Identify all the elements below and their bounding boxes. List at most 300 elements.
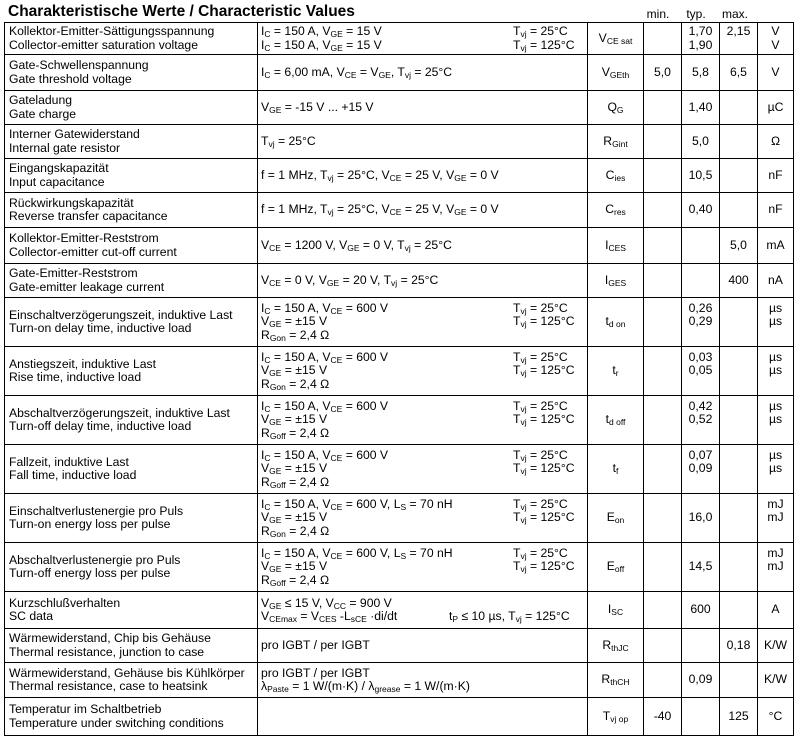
min-value-cell [644,91,682,125]
cond-text: I [261,37,265,52]
cond-subscript: CES [319,614,337,624]
parameter-name-de: Gate-Emitter-Reststrom [9,266,138,280]
symbol [588,629,644,663]
cond-text: T [513,300,521,315]
typ-stack [682,400,719,441]
unit-value: V [771,37,780,52]
symbol-subscript: f [616,466,619,477]
unit-value: °C [768,708,783,723]
parameter-name-en: Turn-on delay time, inductive load [9,321,192,335]
parameter-name-en: Temperature under switching conditions [9,715,224,730]
cond-subscript: GE [269,417,282,428]
condition-line [261,274,587,288]
parameter-description [5,193,258,228]
unit-value: mJ [767,559,784,574]
table-row [5,228,794,264]
cond-subscript: C [264,501,271,512]
max-stack [720,239,757,253]
cond-text: = 25°C [274,133,316,148]
max-value-cell [720,193,758,228]
cond-subscript: vj [327,207,334,218]
col-header-max: max. [721,7,748,21]
cond-subscript: S [400,550,407,561]
unit-value: µs [768,398,783,413]
cond-subscript: vj [520,501,527,512]
conditions-block [258,202,587,218]
max-value-cell [720,629,758,663]
min-value-cell [644,629,682,663]
max-value-cell [720,445,758,494]
conditions-block [258,638,587,654]
unit-cell [758,125,794,159]
cond-subscript: Goff [269,577,286,588]
cond-text: = 600 V, L [342,496,401,511]
min-value: 5,0 [654,64,671,79]
typ-stack [682,511,719,525]
typ-value [682,476,719,490]
cond-subscript: vj [520,515,527,526]
typ-value: 1,90 [688,37,713,52]
parameter-description [5,494,258,543]
test-conditions [258,159,588,193]
symbol-base: R [602,637,612,652]
cond-text: = 0 V [466,167,499,182]
cond-text: = ±15 V [281,559,328,574]
unit-stack [758,203,793,217]
cond-subscript: GE [347,242,360,253]
test-conditions [258,228,588,264]
condition-left [261,524,329,538]
test-conditions [258,543,588,592]
cond-text: = 2,4 Ω [285,376,330,391]
condition-left [261,596,392,610]
max-value: 5,0 [730,237,747,252]
symbol-base: E [606,559,615,574]
cond-text: = ±15 V [281,461,328,476]
parameter-name-de: Temperatur im Schaltbetrieb [9,702,162,716]
cond-text: = 70 nH [406,496,453,511]
cond-text: T [513,559,521,574]
symbol [588,264,644,298]
unit-cell [758,445,794,494]
max-value: 2,15 [726,24,751,38]
cond-text: V [261,363,270,378]
typ-stack [682,25,719,52]
test-conditions [258,698,588,736]
symbol-base: t [605,412,609,427]
cond-text: V [261,559,270,574]
parameter-name-de: Gateladung [9,93,73,107]
max-value-cell [720,698,758,736]
condition-line [261,351,587,365]
cond-text: = 125°C [526,412,575,427]
max-value: 125 [728,708,749,723]
parameter-name-de: Gate-Schwellenspannung [9,58,149,72]
cond-text: = 150 A, V [270,545,331,560]
cond-subscript: CEmax [269,614,298,624]
typ-stack [682,673,719,687]
cond-subscript: vj [520,452,527,463]
cond-text: = 1 W/(m·K) / λ [288,679,375,693]
symbol-subscript: GES [608,277,627,288]
symbol [588,159,644,193]
parameter-name-en: Gate threshold voltage [9,71,132,86]
unit-value: K/W [763,672,788,687]
symbol-subscript: thCH [610,677,630,688]
cond-text: T [513,37,521,52]
cond-subscript: C [264,354,271,365]
symbol-base: C [605,167,615,182]
typ-value-cell [682,228,720,264]
cond-text: , T [390,64,405,79]
cond-text: = 125°C [526,314,575,329]
typ-value [682,378,719,392]
conditions-block [258,100,587,116]
cond-text: = 150 A, V [270,447,331,462]
cond-subscript: vj [520,550,527,561]
cond-text: = V [356,64,379,79]
typ-stack [682,203,719,217]
parameter-name-de: Kurzschlußverhalten [9,595,121,610]
parameter-name-de: Wärmewiderstand, Gehäuse bis Kühlkörper [9,665,245,680]
max-value-cell [720,543,758,592]
condition-line [261,476,587,490]
typ-value-cell [682,347,720,396]
unit-value [758,476,793,490]
symbol-base: I [604,272,609,287]
condition-left [261,134,316,148]
symbol-subscript: ies [614,172,626,183]
condition-left [261,363,327,377]
typ-stack [682,302,719,343]
cond-subscript: GE [330,42,343,53]
typ-value: 16,0 [688,510,713,525]
symbol-subscript: CE sat [606,35,633,46]
condition-left [261,301,388,315]
col-header-typ: typ. [686,7,706,21]
cond-text: T [513,545,521,560]
cond-text: pro IGBT / per IGBT [261,637,370,652]
unit-stack [758,66,793,80]
cond-text: = 25°C [526,24,568,38]
cond-subscript: GE [269,368,282,379]
condition-line [261,315,587,329]
typ-stack [682,603,719,617]
cond-text: = V [297,609,320,623]
cond-text: = 150 A, V [270,496,331,511]
conditions-block [258,134,587,150]
typ-value: 0,09 [688,461,713,476]
cond-text: = -15 V ... +15 V [281,99,374,114]
cond-text: T [513,398,521,413]
parameter-name-en: Reverse transfer capacitance [9,209,168,223]
conditions-block [258,65,587,81]
typ-value: 10,5 [688,167,713,182]
cond-text: = 25°C [526,496,568,511]
max-value-cell [720,228,758,264]
cond-subscript: GE [326,277,340,288]
cond-text: = 15 V [342,37,382,52]
cond-subscript: Goff [269,430,286,441]
cond-subscript: vj [520,305,527,316]
cond-subscript: CE [330,452,343,463]
unit-value: µC [767,99,784,114]
typ-stack [682,135,719,149]
cond-text: = 600 V, L [342,545,401,560]
condition-left [261,377,329,391]
parameter-description [5,543,258,592]
cond-subscript: Gon [269,332,286,343]
parameter-name-de: Abschaltverlustenergie pro Puls [9,552,181,567]
min-value-cell [644,264,682,298]
unit-value: mJ [767,510,784,525]
conditions-block [258,301,587,344]
table-row [5,445,794,494]
cond-subscript: vj [520,403,527,414]
condition-left [261,546,453,560]
cond-text: = 150 A, V [270,398,331,413]
cond-text: = 25°C [526,545,568,560]
cond-subscript: C [264,550,271,561]
symbol-base: t [612,461,616,476]
cond-text: R [261,376,270,391]
table-row [5,264,794,298]
symbol [588,55,644,91]
min-stack [644,710,681,724]
max-value [720,39,757,53]
symbol [588,298,644,347]
symbol-subscript: G [616,104,624,115]
max-value-cell [720,396,758,445]
typ-value: 1,70 [688,24,713,38]
parameter-name-en: Fall time, inductive load [9,468,137,482]
condition-left [261,448,388,462]
cond-subscript: GE [330,29,343,39]
cond-subscript: vj [520,29,527,39]
unit-cell [758,347,794,396]
symbol-base: Q [607,99,617,114]
table-row [5,91,794,125]
cond-text: T [513,24,521,38]
parameter-name-en: Internal gate resistor [9,140,121,155]
cond-text: R [261,572,270,587]
condition-left [261,510,327,524]
max-value-cell [720,663,758,698]
unit-value: mJ [767,545,784,560]
table-row [5,629,794,663]
symbol-subscript: on [614,515,625,526]
typ-value: 0,29 [688,314,713,329]
cond-text: = 0 V, T [359,237,405,252]
conditions-block [258,546,587,589]
unit-value [758,427,793,441]
min-value-cell [644,494,682,543]
min-value-cell [644,543,682,592]
parameter-description [5,159,258,193]
cond-subscript: vj [520,417,527,428]
parameter-description [5,698,258,736]
unit-value: µs [768,412,783,427]
cond-subscript: GE [269,515,282,526]
test-conditions [258,629,588,663]
condition-line [261,413,587,427]
parameter-description [5,592,258,629]
parameter-description [5,445,258,494]
symbol-base: I [607,602,612,617]
parameter-description [5,629,258,663]
unit-cell [758,264,794,298]
condition-left [261,573,329,587]
cond-text: = 25 V, V [401,202,455,217]
parameter-name-de: Wärmewiderstand, Chip bis Gehäuse [9,631,211,645]
max-value-cell [720,23,758,55]
max-stack [720,66,757,80]
unit-cell [758,23,794,55]
parameter-description [5,55,258,91]
unit-cell [758,629,794,663]
cond-text: = 0 V [466,202,499,217]
cond-subscript: Paste [267,684,289,694]
cond-text: = 125°C [526,461,575,476]
min-value-cell [644,125,682,159]
parameter-name-en: Turn-off energy loss per pulse [9,566,171,580]
table-row [5,347,794,396]
max-value-cell [720,494,758,543]
cond-text: = ±15 V [281,314,328,329]
symbol [588,592,644,629]
symbol-base: t [612,363,616,378]
max-value-cell [720,125,758,159]
cond-text: T [261,133,269,148]
cond-subscript: P [452,614,459,624]
cond-text: = 25 V, V [401,167,455,182]
unit-value [758,378,793,392]
unit-stack [758,449,793,490]
symbol-subscript: Gint [612,138,628,149]
max-value: 400 [728,272,749,287]
cond-subscript: GE [269,319,282,330]
unit-value: µs [768,363,783,378]
table-row [5,543,794,592]
cond-subscript: Goff [269,479,286,490]
typ-value [682,427,719,441]
condition-left [261,559,327,573]
parameter-name-en: Gate-emitter leakage current [9,279,165,294]
max-stack [720,274,757,288]
table-row [5,125,794,159]
cond-subscript: vj [520,354,527,365]
condition-line [261,378,587,392]
unit-cell [758,663,794,698]
table-row [5,23,794,55]
parameter-name-de: Einschaltverlustenergie pro Puls [9,503,184,518]
min-value-cell [644,698,682,736]
typ-value: 1,40 [688,99,713,114]
unit-value: V [771,64,780,79]
unit-value: nF [768,167,783,182]
unit-stack [758,498,793,539]
test-conditions [258,264,588,298]
typ-value: 5,8 [692,64,709,79]
cond-subscript: vj [520,368,527,379]
unit-stack [758,710,793,724]
cond-text: T [513,349,521,364]
min-value-cell [644,298,682,347]
typ-value: 0,05 [688,363,713,378]
unit-stack [758,673,793,687]
condition-line [261,525,587,539]
symbol-base: V [598,30,607,45]
max-stack [720,710,757,724]
min-value-cell [644,592,682,629]
cond-text: = 2,4 Ω [285,572,330,587]
cond-text: f = 1 MHz, T [261,202,328,217]
symbol-subscript: GEth [609,69,630,80]
unit-stack [758,135,793,149]
cond-text: V [261,461,270,476]
table-row [5,193,794,228]
condition-left [261,679,470,693]
cond-text: = 125°C [521,609,570,623]
condition-right [513,498,568,512]
symbol [588,228,644,264]
unit-cell [758,698,794,736]
symbol-base: I [605,237,609,252]
cond-text: = 70 nH [406,545,453,560]
unit-value: µs [768,447,783,462]
condition-left [261,461,327,475]
condition-line [261,239,587,253]
unit-value: A [771,602,780,617]
typ-value-cell [682,494,720,543]
symbol-subscript: vj op [610,713,629,724]
table-row [5,298,794,347]
test-conditions [258,592,588,629]
parameter-name-en: Turn-off delay time, inductive load [9,419,192,433]
symbol [588,445,644,494]
typ-value-cell [682,91,720,125]
cond-subscript: CE [330,550,343,561]
conditions-block [258,716,587,718]
cond-subscript: vj [520,42,527,53]
cond-subscript: GE [269,104,282,115]
cond-subscript: vj [327,172,334,183]
condition-left [261,24,382,38]
condition-left [261,202,499,216]
condition-left [261,238,452,252]
cond-subscript: C [264,403,271,414]
unit-cell [758,193,794,228]
max-value-cell [720,159,758,193]
condition-right [513,302,568,316]
typ-value: 0,40 [688,202,713,217]
condition-line [261,498,587,512]
condition-line [261,39,587,53]
condition-left [261,273,438,287]
condition-line [261,203,587,217]
condition-line [261,329,587,343]
table-row [5,698,794,736]
cond-text: = 150 A, V [270,37,331,52]
conditions-block [258,666,587,695]
cond-subscript: C [264,305,271,316]
condition-right [513,25,568,39]
condition-right [513,449,568,463]
symbol [588,91,644,125]
unit-stack [758,101,793,115]
cond-subscript: C [264,69,271,80]
cond-subscript: GE [269,466,282,477]
